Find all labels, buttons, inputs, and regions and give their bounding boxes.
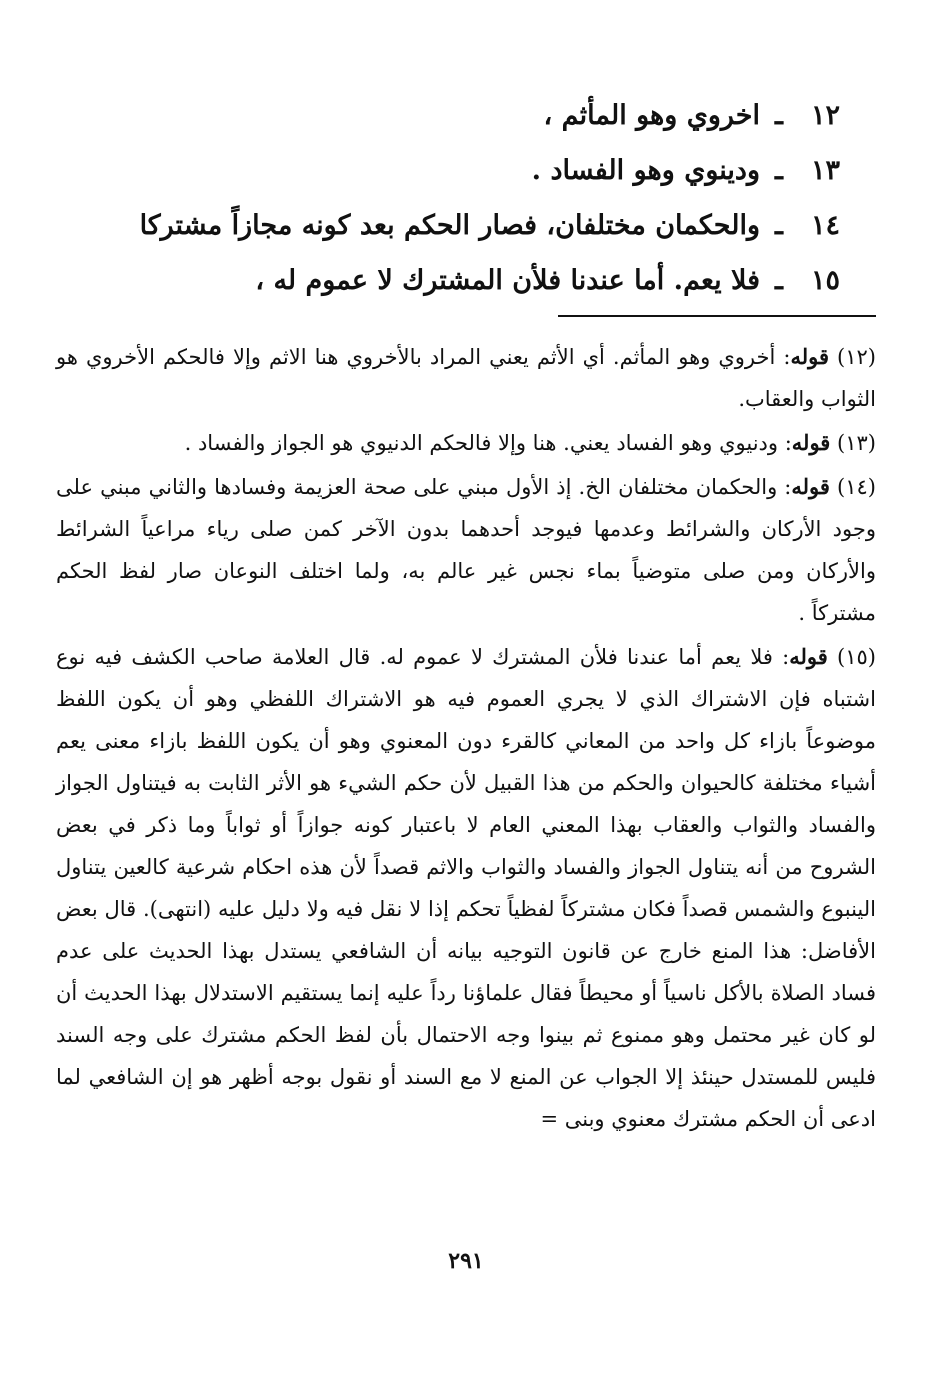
line-dash: ـ <box>775 100 783 131</box>
commentary-keyword: قوله <box>789 644 828 669</box>
commentary-text: : أخروي وهو المأثم. أي الأثم يعني المراد بالأخروي هنا الاثم وإلا فالحكم الأخروي هو الثواب والعقاب. <box>56 345 876 411</box>
line-dash: ـ <box>775 265 783 296</box>
main-line-13 <box>80 143 840 198</box>
line-text: ودينوي وهو الفساد . <box>531 155 760 186</box>
line-number: ١٤ <box>810 210 840 241</box>
footnote-separator <box>558 315 876 317</box>
commentary-section <box>56 336 876 1142</box>
commentary-keyword: قوله <box>791 474 830 499</box>
commentary-15 <box>56 636 876 1140</box>
commentary-text: : فلا يعم أما عندنا فلأن المشترك لا عموم له. قال العلامة صاحب الكشف فيه نوع اشتباه فإن الاشتراك الذي لا يجري العموم فيه هو الاشتراك اللفظي وهو أن يكون اللفظ موضوعاً بازاء كل واحد من المعاني كالقرء دون المعنوي وهو أن يكون اللفظ بازاء معنى يعم أشياء مختلفة كالحيوان والحكم من هذا القبيل لأن حكم الشيء هو الأثر الثابت به فيتناول الجواز والفساد والثواب والعقاب بهذا المعني العام لا باعتبار كونه جوازاً أو ثواباً وما ذكر في بعض الشروح من أنه يتناول الجواز والفساد والثواب والاثم قصداً لأن هذه احكام شرعية كالعين يتناول الينبوع والشمس قصداً فكان مشتركاً لفظياً تحكم إذا لا نقل فيه ولا دليل عليه (انتهى). قال بعض الأفاضل: هذا المنع خارج عن قانون التوجيه بيانه أن الشافعي يستدل بهذا الحديث على عدم فساد الصلاة بالأكل ناسياً أو محيطاً فقال علماؤنا رداً عليه إنما يستقيم الاستدلال بهذا الحديث أن لو كان غير محتمل وهو ممنوع ثم بينوا وجه الاحتمال بأن لفظ الحكم مشترك على وجه السند فليس للمستدل حينئذ إلا الجواب عن المنع لا مع السند أو نقول بوجه أظهر هو إن الشافعي لما ادعى أن الحكم مشترك معنوي وبنى = <box>56 645 876 1131</box>
main-line-14 <box>80 198 840 253</box>
commentary-text: : ودنيوي وهو الفساد يعني. هنا وإلا فالحكم الدنيوي هو الجواز والفساد . <box>184 431 792 455</box>
commentary-text: : والحكمان مختلفان الخ. إذ الأول مبني على صحة العزيمة وفسادها والثاني مبني على وجود الأركان والشرائط وعدمها فيوجد أحدهما بدون الآخر كمن صلى رياء مراعياً الشرائط والأركان ومن صلى متوضياً بماء نجس غير عالم به، ولما اختلف النوعان صار لفظ الحكم مشتركاً . <box>56 475 876 625</box>
main-line-12 <box>80 88 840 143</box>
commentary-number: (١٣) <box>837 431 876 455</box>
commentary-number: (١٥) <box>837 645 876 669</box>
line-text: والحكمان مختلفان، فصار الحكم بعد كونه مجازاً مشتركا <box>139 210 760 241</box>
main-line-15 <box>80 253 840 308</box>
line-number: ١٣ <box>810 155 840 186</box>
line-number: ١٢ <box>810 100 840 131</box>
commentary-keyword: قوله <box>791 430 831 455</box>
line-number: ١٥ <box>810 265 840 296</box>
commentary-12 <box>56 336 876 420</box>
line-text: اخروي وهو المأثم ، <box>543 100 760 131</box>
commentary-13 <box>56 422 876 464</box>
line-text: فلا يعم. أما عندنا فلأن المشترك لا عموم له ، <box>255 265 760 296</box>
line-dash: ـ <box>775 210 783 241</box>
line-dash: ـ <box>775 155 783 186</box>
page-number: ٢٩١ <box>448 1248 484 1274</box>
commentary-keyword: قوله <box>790 344 829 369</box>
main-text-lines <box>80 88 840 308</box>
commentary-14 <box>56 466 876 634</box>
commentary-number: (١٤) <box>837 475 876 499</box>
commentary-number: (١٢) <box>837 345 876 369</box>
